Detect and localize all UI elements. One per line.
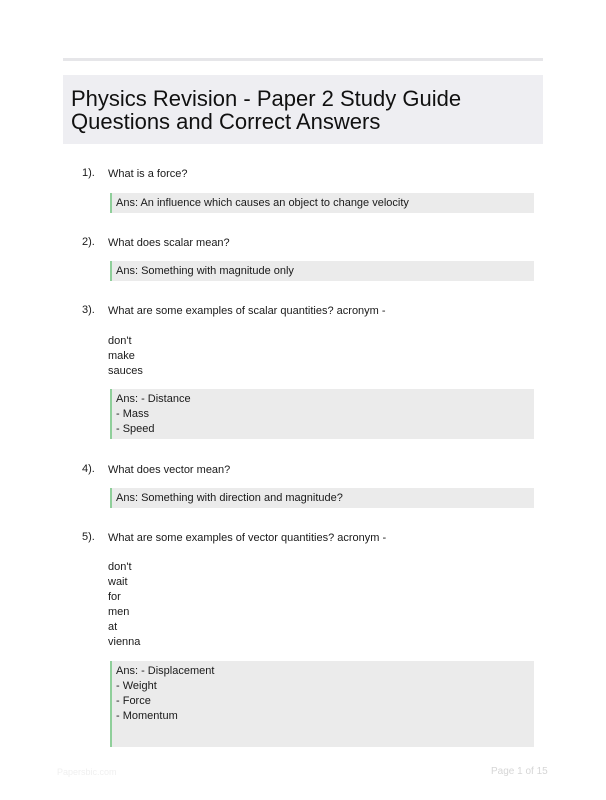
mnemonic-line: wait: [108, 576, 128, 588]
answer-line: Ans: - Displacement: [116, 665, 215, 677]
mnemonic-line: men: [108, 606, 130, 618]
answer-line: Ans: - Distance: [116, 393, 191, 405]
answer-box: [110, 193, 534, 213]
answer-line: - Weight: [116, 680, 157, 692]
document-subtitle: Questions and Correct Answers: [71, 109, 381, 134]
question-number: 1).: [82, 167, 95, 179]
page-indicator: Page 1 of 15: [491, 766, 548, 777]
title-banner: [63, 75, 543, 144]
footer-site: Papersbic.com: [57, 767, 117, 777]
answer-box: [110, 261, 534, 281]
mnemonic-line: don't: [108, 561, 132, 573]
question-text: What does scalar mean?: [108, 237, 230, 249]
question-number: 5).: [82, 531, 95, 543]
mnemonic-line: vienna: [108, 636, 141, 648]
document-title: Physics Revision - Paper 2 Study Guide: [71, 86, 462, 111]
question-mnemonic: [108, 334, 143, 379]
question-number: 2).: [82, 236, 95, 248]
mnemonic-line: at: [108, 621, 118, 633]
answer-line: - Mass: [116, 408, 149, 420]
question-number: 4).: [82, 463, 95, 475]
question-text: What are some examples of vector quantities? acronym -: [108, 532, 387, 544]
answer-box: [110, 389, 534, 439]
answer-box: [110, 661, 534, 747]
question-mnemonic: [108, 560, 140, 650]
answer-line: Ans: An influence which causes an object to change velocity: [116, 197, 409, 209]
question-text: What are some examples of scalar quantities? acronym -: [108, 305, 386, 317]
question-number: 3).: [82, 304, 95, 316]
question-text: What does vector mean?: [108, 464, 231, 476]
answer-line: - Speed: [116, 423, 155, 435]
answer-line: - Force: [116, 695, 151, 707]
answer-line: Ans: Something with magnitude only: [116, 265, 294, 277]
answer-box: [110, 488, 534, 508]
question-text: What is a force?: [108, 168, 188, 180]
mnemonic-line: don't: [108, 335, 132, 347]
top-rule: [63, 58, 543, 61]
mnemonic-line: for: [108, 591, 121, 603]
mnemonic-line: make: [108, 350, 135, 362]
answer-line: Ans: Something with direction and magnitude?: [116, 492, 343, 504]
mnemonic-line: sauces: [108, 365, 143, 377]
answer-line: - Momentum: [116, 710, 178, 722]
